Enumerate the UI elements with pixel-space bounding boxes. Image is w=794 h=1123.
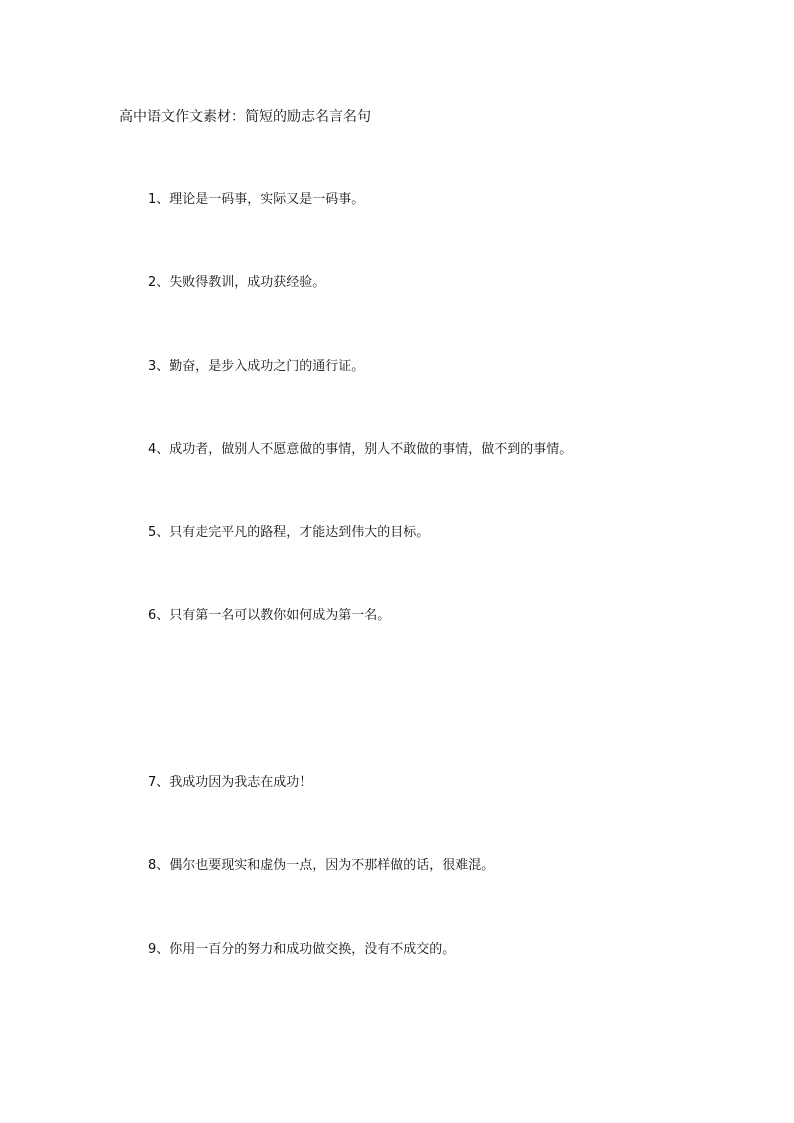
quote-number: 1 <box>148 192 157 207</box>
quote-item <box>148 941 455 959</box>
quote-item <box>148 441 572 459</box>
quote-number: 2 <box>148 275 157 290</box>
quote-item <box>148 774 312 792</box>
quote-text: 勤奋，是步入成功之门的通行证。 <box>169 359 365 374</box>
quote-separator: 、 <box>156 275 170 290</box>
quote-text: 偶尔也要现实和虚伪一点，因为不那样做的话，很难混。 <box>169 858 495 873</box>
quote-item <box>148 607 390 625</box>
quote-number: 6 <box>148 608 157 623</box>
quote-text: 成功者，做别人不愿意做的事情，别人不敢做的事情，做不到的事情。 <box>169 442 573 457</box>
quote-text: 你用一百分的努力和成功做交换，没有不成交的。 <box>169 942 456 957</box>
quote-text: 只有第一名可以教你如何成为第一名。 <box>169 608 391 623</box>
quote-text: 失败得教训，成功获经验。 <box>169 275 326 290</box>
quote-item <box>148 857 494 875</box>
quote-item <box>148 274 325 292</box>
quote-separator: 、 <box>156 858 170 873</box>
quote-separator: 、 <box>156 775 170 790</box>
quote-text: 我成功因为我志在成功！ <box>169 775 313 790</box>
quote-number: 3 <box>148 359 157 374</box>
quote-number: 4 <box>148 442 157 457</box>
quote-item <box>148 358 364 376</box>
quote-item <box>148 191 364 209</box>
quote-text: 只有走完平凡的路程，才能达到伟大的目标。 <box>169 525 430 540</box>
quote-number: 8 <box>148 858 157 873</box>
quote-separator: 、 <box>156 525 170 540</box>
quote-item <box>148 524 429 542</box>
document-title: 高中语文作文素材：简短的励志名言名句 <box>119 109 371 125</box>
quote-number: 5 <box>148 525 157 540</box>
quote-separator: 、 <box>156 608 170 623</box>
quote-separator: 、 <box>156 192 170 207</box>
quote-separator: 、 <box>156 942 170 957</box>
quote-number: 7 <box>148 775 157 790</box>
quote-separator: 、 <box>156 442 170 457</box>
quote-separator: 、 <box>156 359 170 374</box>
quote-number: 9 <box>148 942 157 957</box>
quote-text: 理论是一码事，实际又是一码事。 <box>169 192 365 207</box>
